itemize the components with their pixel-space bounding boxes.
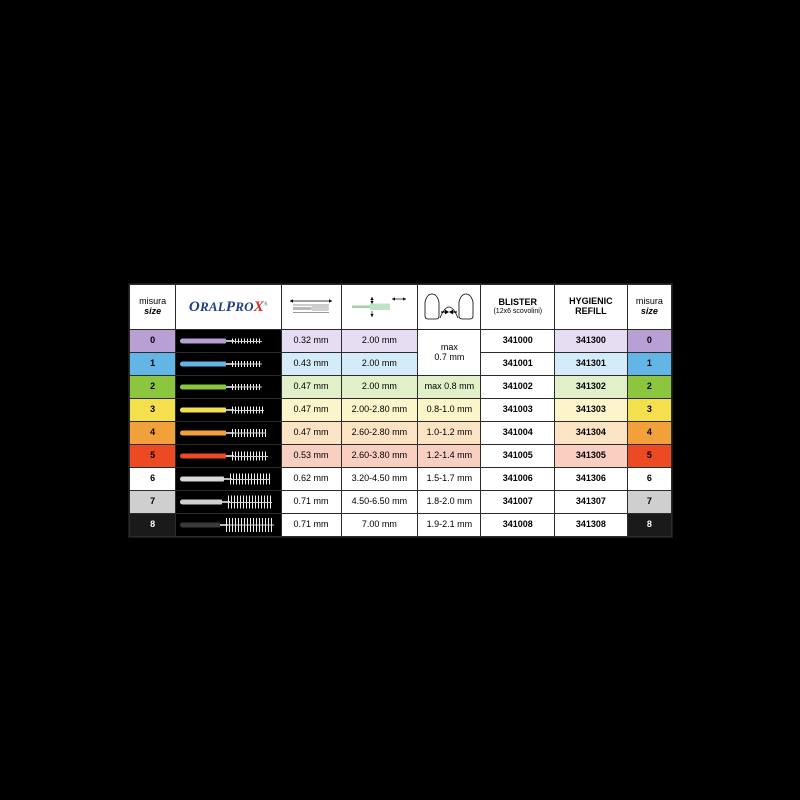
cell-brush-length: 4.50-6.50 mm: [341, 491, 418, 514]
cell-wire-diameter: 0.71 mm: [281, 514, 341, 537]
cell-wire-diameter: 0.47 mm: [281, 376, 341, 399]
table-row: [130, 353, 672, 376]
wire-diameter-icon: [288, 296, 334, 318]
cell-brush-image: [176, 330, 281, 353]
cell-gap: 1.8-2.0 mm: [418, 491, 481, 514]
spec-table-body: [130, 285, 672, 537]
brush-illustration: [180, 403, 276, 417]
cell-gap: max 0.8 mm: [418, 376, 481, 399]
table-row: [130, 399, 672, 422]
cell-brush-length: 2.60-2.80 mm: [341, 422, 418, 445]
table-row: [130, 422, 672, 445]
cell-brush-length: 2.60-3.80 mm: [341, 445, 418, 468]
header-blister: [481, 285, 555, 330]
cell-size-right: 3: [627, 399, 671, 422]
cell-size-right: 7: [627, 491, 671, 514]
cell-brush-length: 2.00 mm: [341, 330, 418, 353]
cell-blister-code: 341002: [481, 376, 555, 399]
brush-illustration: [180, 518, 276, 532]
cell-refill-code: 341308: [555, 514, 628, 537]
oralprox-logo: ORALPROX®: [188, 298, 268, 315]
brush-illustration: [180, 449, 276, 463]
brush-length-icon: [348, 295, 410, 319]
cell-wire-diameter: 0.62 mm: [281, 468, 341, 491]
header-interdental-gap: [418, 285, 481, 330]
header-size-right-line1: misura: [635, 296, 663, 307]
brush-illustration: [180, 426, 276, 440]
cell-blister-code: 341007: [481, 491, 555, 514]
cell-gap: 0.8-1.0 mm: [418, 399, 481, 422]
header-size-right: [627, 285, 671, 330]
header-size-left-line1: misura: [139, 296, 167, 307]
header-size-left: [130, 285, 176, 330]
table-row: [130, 376, 672, 399]
header-wire-diameter: [281, 285, 341, 330]
gap-merged-line1: max: [440, 341, 458, 352]
brush-illustration: [180, 495, 276, 509]
cell-wire-diameter: 0.43 mm: [281, 353, 341, 376]
cell-size-right: 6: [627, 468, 671, 491]
brand-logo-cell: [176, 285, 281, 330]
cell-gap-merged: [418, 330, 481, 376]
cell-brush-image: [176, 468, 281, 491]
cell-refill-code: 341300: [555, 330, 628, 353]
cell-brush-length: 2.00-2.80 mm: [341, 399, 418, 422]
cell-blister-code: 341000: [481, 330, 555, 353]
cell-size-right: 2: [627, 376, 671, 399]
brush-illustration: [180, 334, 276, 348]
table-row: [130, 468, 672, 491]
cell-brush-length: 7.00 mm: [341, 514, 418, 537]
cell-blister-code: 341003: [481, 399, 555, 422]
cell-brush-image: [176, 353, 281, 376]
cell-size-right: 5: [627, 445, 671, 468]
table-row: [130, 514, 672, 537]
cell-blister-code: 341006: [481, 468, 555, 491]
brush-illustration: [180, 472, 276, 486]
spec-table-container: [128, 283, 673, 538]
cell-brush-length: 2.00 mm: [341, 353, 418, 376]
cell-size-left: 7: [130, 491, 176, 514]
cell-brush-image: [176, 399, 281, 422]
cell-size-left: 3: [130, 399, 176, 422]
cell-gap: 1.5-1.7 mm: [418, 468, 481, 491]
header-size-right-line2: size: [640, 306, 658, 316]
cell-blister-code: 341008: [481, 514, 555, 537]
cell-size-left: 5: [130, 445, 176, 468]
cell-size-left: 6: [130, 468, 176, 491]
header-brush-length: [341, 285, 418, 330]
table-header-row: [130, 285, 672, 330]
cell-refill-code: 341306: [555, 468, 628, 491]
header-refill-line2: REFILL: [575, 306, 607, 316]
cell-size-left: 1: [130, 353, 176, 376]
header-refill: [555, 285, 628, 330]
cell-blister-code: 341005: [481, 445, 555, 468]
cell-refill-code: 341304: [555, 422, 628, 445]
table-row: [130, 491, 672, 514]
cell-brush-image: [176, 514, 281, 537]
cell-blister-code: 341004: [481, 422, 555, 445]
cell-gap: 1.2-1.4 mm: [418, 445, 481, 468]
table-row: [130, 445, 672, 468]
cell-brush-length: 2.00 mm: [341, 376, 418, 399]
cell-refill-code: 341302: [555, 376, 628, 399]
spec-table: [129, 284, 672, 537]
cell-gap: 1.0-1.2 mm: [418, 422, 481, 445]
cell-wire-diameter: 0.53 mm: [281, 445, 341, 468]
cell-wire-diameter: 0.47 mm: [281, 399, 341, 422]
brush-illustration: [180, 380, 276, 394]
cell-gap: 1.9-2.1 mm: [418, 514, 481, 537]
header-refill-line1: HYGIENIC: [569, 296, 613, 307]
cell-size-right: 0: [627, 330, 671, 353]
cell-brush-image: [176, 491, 281, 514]
cell-refill-code: 341305: [555, 445, 628, 468]
cell-brush-image: [176, 445, 281, 468]
cell-size-right: 4: [627, 422, 671, 445]
cell-wire-diameter: 0.71 mm: [281, 491, 341, 514]
cell-size-left: 0: [130, 330, 176, 353]
cell-size-left: 8: [130, 514, 176, 537]
cell-brush-image: [176, 376, 281, 399]
cell-wire-diameter: 0.32 mm: [281, 330, 341, 353]
brush-illustration: [180, 357, 276, 371]
cell-refill-code: 341307: [555, 491, 628, 514]
header-size-left-line2: size: [144, 306, 162, 316]
cell-size-left: 2: [130, 376, 176, 399]
table-row: [130, 330, 672, 353]
cell-refill-code: 341303: [555, 399, 628, 422]
cell-brush-length: 3.20-4.50 mm: [341, 468, 418, 491]
header-blister-line2: (12x6 scovolini): [493, 308, 543, 316]
cell-wire-diameter: 0.47 mm: [281, 422, 341, 445]
cell-blister-code: 341001: [481, 353, 555, 376]
cell-refill-code: 341301: [555, 353, 628, 376]
cell-size-right: 1: [627, 353, 671, 376]
cell-size-left: 4: [130, 422, 176, 445]
header-blister-line1: BLISTER: [498, 297, 538, 308]
gap-merged-line2: 0.7 mm: [434, 351, 465, 362]
cell-size-right: 8: [627, 514, 671, 537]
cell-brush-image: [176, 422, 281, 445]
interdental-gap-icon: [423, 292, 475, 322]
